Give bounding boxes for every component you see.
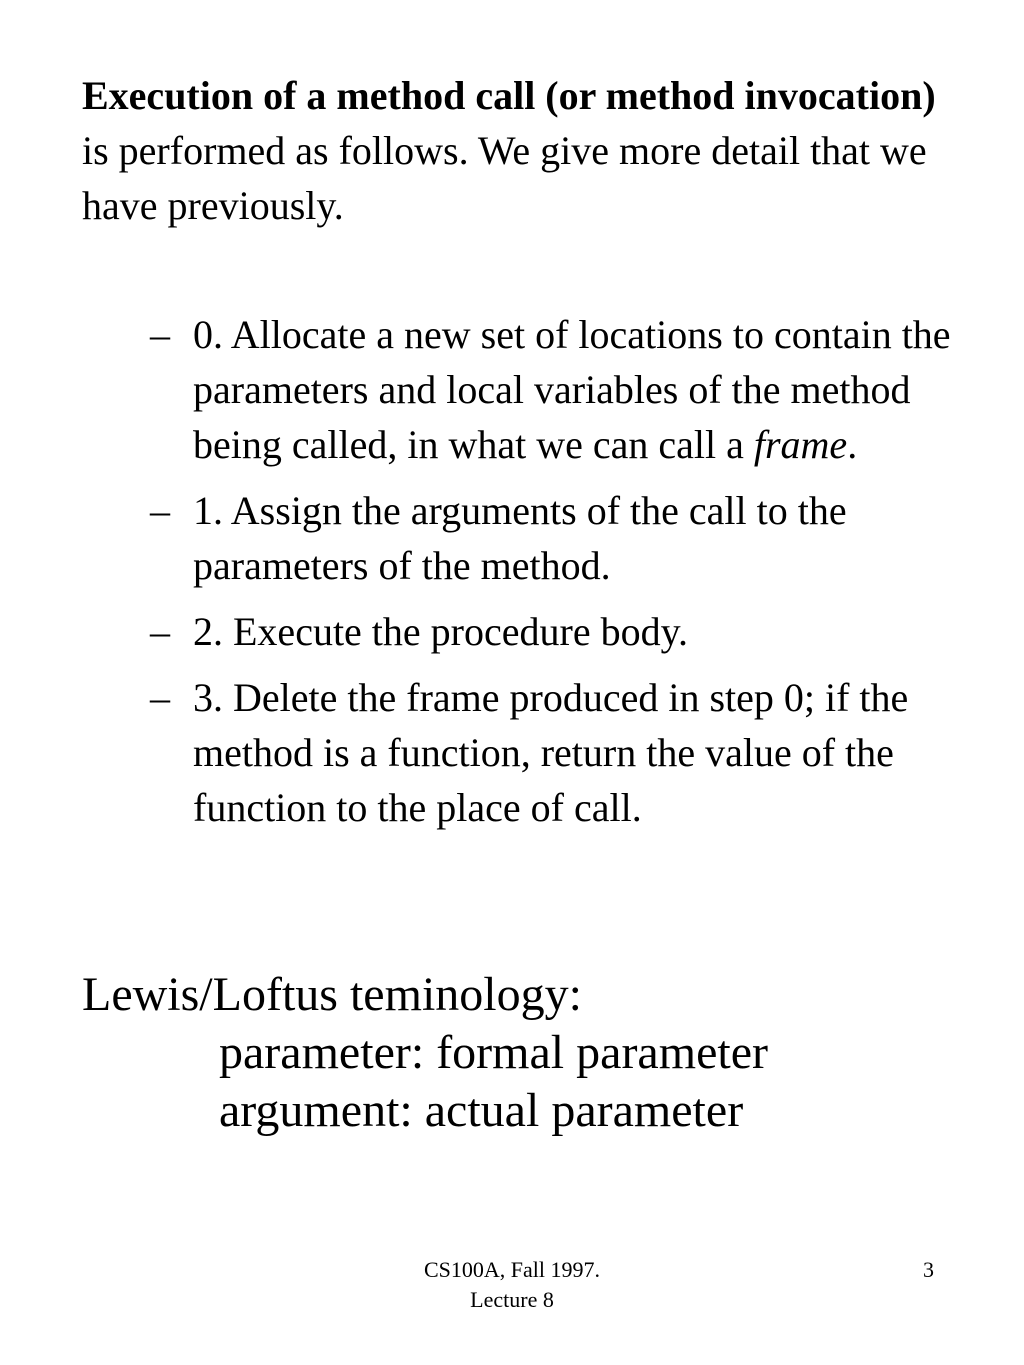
dash-bullet: – — [150, 312, 170, 357]
terminology-line-parameter: parameter: formal parameter — [219, 1026, 768, 1079]
step-1-text: 1. Assign the arguments of the call to the parameters of the method. — [193, 488, 847, 588]
list-item-step-1 — [150, 483, 980, 593]
intro-text: is performed as follows. We give more detail that we have previously. — [82, 128, 927, 228]
list-item-step-3 — [150, 670, 980, 835]
step-3-text: 3. Delete the frame produced in step 0; if the method is a function, return the value of the function to the place of call. — [193, 675, 909, 830]
footer-course-info — [362, 1255, 662, 1315]
list-item-step-0 — [150, 307, 980, 472]
step-list — [150, 307, 980, 846]
step-0-emphasis: frame — [753, 422, 848, 467]
dash-bullet: – — [150, 675, 170, 720]
intro-paragraph — [82, 68, 962, 233]
dash-bullet: – — [150, 488, 170, 533]
step-2-text: 2. Execute the procedure body. — [193, 609, 688, 654]
footer-lecture: Lecture 8 — [470, 1287, 554, 1312]
intro-bold-term: Execution of a method call (or method invocation) — [82, 73, 936, 118]
step-0-suffix: . — [847, 422, 858, 467]
terminology-heading: Lewis/Loftus teminology: — [82, 968, 582, 1021]
page-number: 3 — [923, 1257, 934, 1282]
terminology-line-argument: argument: actual parameter — [219, 1084, 744, 1137]
dash-bullet: – — [150, 609, 170, 654]
step-0-text: 0. Allocate a new set of locations to contain the parameters and local variables of the method being called, in what we can call a — [193, 312, 951, 467]
terminology-section — [82, 966, 982, 1140]
footer-course: CS100A, Fall 1997. — [423, 1257, 601, 1282]
list-item-step-2 — [150, 604, 980, 659]
